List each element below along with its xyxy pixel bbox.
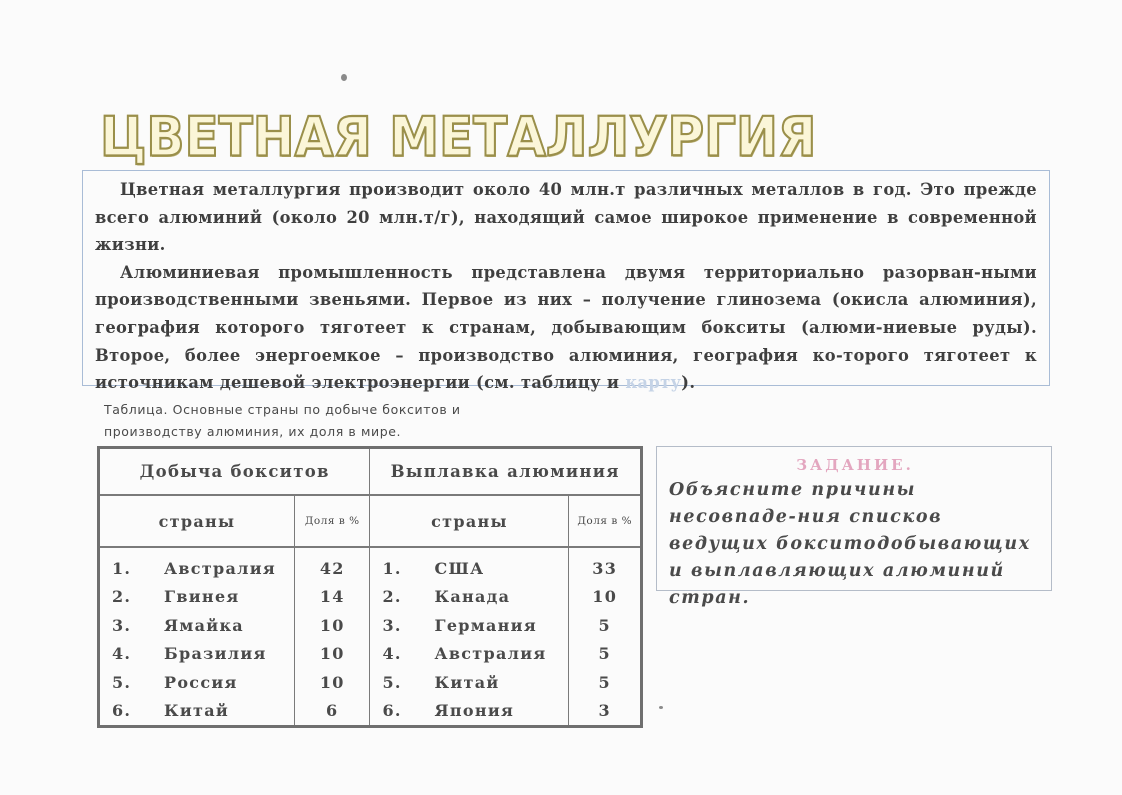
bauxite-share-cell: 10 xyxy=(295,640,370,669)
aluminium-country-cell xyxy=(370,697,569,727)
table-column-header-row xyxy=(99,495,642,547)
country-name: Германия xyxy=(434,615,537,635)
table-row xyxy=(99,668,642,697)
country-name: США xyxy=(434,558,485,578)
task-box xyxy=(656,446,1052,608)
intro-text-box xyxy=(82,170,1050,393)
row-number: 2. xyxy=(112,587,132,607)
aluminium-share-cell: 33 xyxy=(569,547,642,583)
row-number: 1. xyxy=(112,558,132,578)
country-name: Япония xyxy=(434,701,515,721)
table-body xyxy=(99,547,642,727)
header-countries-aluminium: страны xyxy=(370,495,569,547)
task-text: Объясните причины несовпаде-ния списков ведущих бокситодобывающих и выплавляющих алюминий стран. xyxy=(669,480,1031,608)
country-name: Бразилия xyxy=(164,644,267,664)
aluminium-share-cell: 3 xyxy=(569,697,642,727)
row-number: 1. xyxy=(382,558,402,578)
aluminium-country-cell xyxy=(370,640,569,669)
row-number: 2. xyxy=(382,587,402,607)
aluminium-country-cell xyxy=(370,547,569,583)
bauxite-country-cell xyxy=(99,583,295,612)
aluminium-share-cell: 5 xyxy=(569,640,642,669)
country-name: Китай xyxy=(434,672,500,692)
row-number: 4. xyxy=(112,644,132,664)
aluminium-share-cell: 5 xyxy=(569,668,642,697)
aluminium-share-cell: 5 xyxy=(569,611,642,640)
bauxite-share-cell: 14 xyxy=(295,583,370,612)
bauxite-country-cell xyxy=(99,547,295,583)
production-table xyxy=(97,446,643,728)
table-caption-line-1: Таблица. Основные страны по добыче бокситов и xyxy=(104,402,461,417)
table-caption xyxy=(104,399,574,443)
bauxite-share-cell: 10 xyxy=(295,611,370,640)
row-number: 6. xyxy=(112,701,132,721)
row-number: 3. xyxy=(382,615,402,635)
header-share-aluminium: Доля в % xyxy=(569,495,642,547)
table-row xyxy=(99,547,642,583)
aluminium-country-cell xyxy=(370,583,569,612)
scan-speck xyxy=(659,706,663,709)
country-name: Австралия xyxy=(434,644,547,664)
row-number: 6. xyxy=(382,701,402,721)
table-caption-line-2: производству алюминия, их доля в мире. xyxy=(104,424,402,439)
header-countries-bauxite: страны xyxy=(99,495,295,547)
table-row xyxy=(99,697,642,727)
country-name: Россия xyxy=(164,672,238,692)
row-number: 4. xyxy=(382,644,402,664)
bauxite-country-cell xyxy=(99,640,295,669)
map-link[interactable]: карту xyxy=(625,373,682,393)
bauxite-country-cell xyxy=(99,697,295,727)
page-title: ЦВЕТНАЯ МЕТАЛЛУРГИЯ xyxy=(100,106,817,169)
bauxite-share-cell: 6 xyxy=(295,697,370,727)
header-bauxite-mining: Добыча бокситов xyxy=(99,448,370,496)
task-title: ЗАДАНИЕ. xyxy=(796,456,914,474)
aluminium-share-cell: 10 xyxy=(569,583,642,612)
country-name: Китай xyxy=(164,701,230,721)
country-name: Австралия xyxy=(164,558,277,578)
table-row xyxy=(99,640,642,669)
table-group-header-row xyxy=(99,448,642,496)
row-number: 5. xyxy=(382,672,402,692)
aluminium-country-cell xyxy=(370,668,569,697)
intro-paragraph-2-end: ). xyxy=(681,373,696,393)
bauxite-share-cell: 10 xyxy=(295,668,370,697)
intro-paragraph-2-text: Алюминиевая промышленность представлена двумя территориально разорван-ными производственными звеньями. Первое из них – получение глинозема (окисла алюминия), география которого тяготеет к странам, добывающим бокситы (алюми-ниевые руды). Второе, более энергоемкое – производство алюминия, география ко-торого тяготеет к источникам дешевой электроэнергии (см. таблицу и xyxy=(95,262,1037,393)
header-share-bauxite: Доля в % xyxy=(295,495,370,547)
aluminium-country-cell xyxy=(370,611,569,640)
table-row xyxy=(99,583,642,612)
intro-paragraph-1: Цветная металлургия производит около 40 млн.т различных металлов в год. Это прежде всего алюминий (около 20 млн.т/г), находящий самое широкое применение в современной жизни. xyxy=(95,180,1037,255)
scan-speck xyxy=(341,74,347,81)
bauxite-country-cell xyxy=(99,668,295,697)
row-number: 5. xyxy=(112,672,132,692)
country-name: Гвинея xyxy=(164,587,240,607)
header-aluminium-smelting: Выплавка алюминия xyxy=(370,448,642,496)
country-name: Ямайка xyxy=(164,615,244,635)
table-row xyxy=(99,611,642,640)
bauxite-share-cell: 42 xyxy=(295,547,370,583)
country-name: Канада xyxy=(434,587,511,607)
intro-paragraph-2 xyxy=(95,259,1037,397)
row-number: 3. xyxy=(112,615,132,635)
bauxite-country-cell xyxy=(99,611,295,640)
